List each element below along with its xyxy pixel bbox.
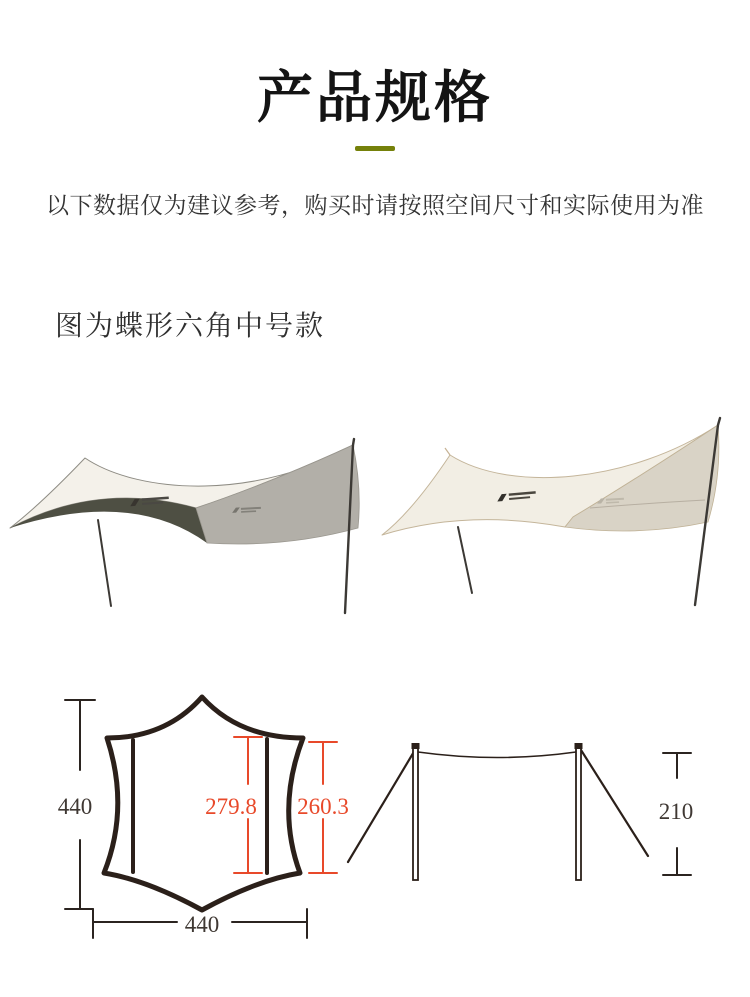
- tarp-photo-cream-variant: [370, 415, 750, 615]
- pole-left-cap: [412, 743, 420, 749]
- dim-label-ridge-height: 279.8: [205, 794, 257, 819]
- dim-label-pole-height: 210: [658, 799, 694, 824]
- height-dim-bottom-tick: [663, 848, 691, 875]
- rear-pole: [458, 527, 472, 593]
- corner-guy-loop: [445, 448, 450, 455]
- rear-pole: [98, 520, 111, 606]
- tarp-photo-grey-variant: [0, 420, 380, 625]
- left-dim-top-tick: [65, 700, 95, 770]
- dim-label-bottom-width: 440: [184, 912, 220, 937]
- guy-line-left: [348, 750, 415, 862]
- height-dim-top-tick: [663, 753, 691, 778]
- page-title: 产品规格: [257, 66, 493, 129]
- ridge-sag-line: [418, 752, 576, 758]
- model-caption: 图为蝶形六角中号款: [55, 310, 326, 341]
- accent-bar: [355, 146, 395, 151]
- dim-label-edge-height: 260.3: [297, 794, 349, 819]
- title-accent-underline: [355, 146, 395, 151]
- guy-line-right: [581, 750, 648, 856]
- pole-right-cap: [575, 743, 583, 749]
- left-dim-bottom-tick: [65, 840, 93, 909]
- pole-left: [413, 747, 418, 880]
- notice-text: 以下数据仅为建议参考，购买时请按照空间尺寸和实际使用为准: [46, 192, 704, 218]
- pole-right: [576, 747, 581, 880]
- dim-label-left-height: 440: [57, 794, 93, 819]
